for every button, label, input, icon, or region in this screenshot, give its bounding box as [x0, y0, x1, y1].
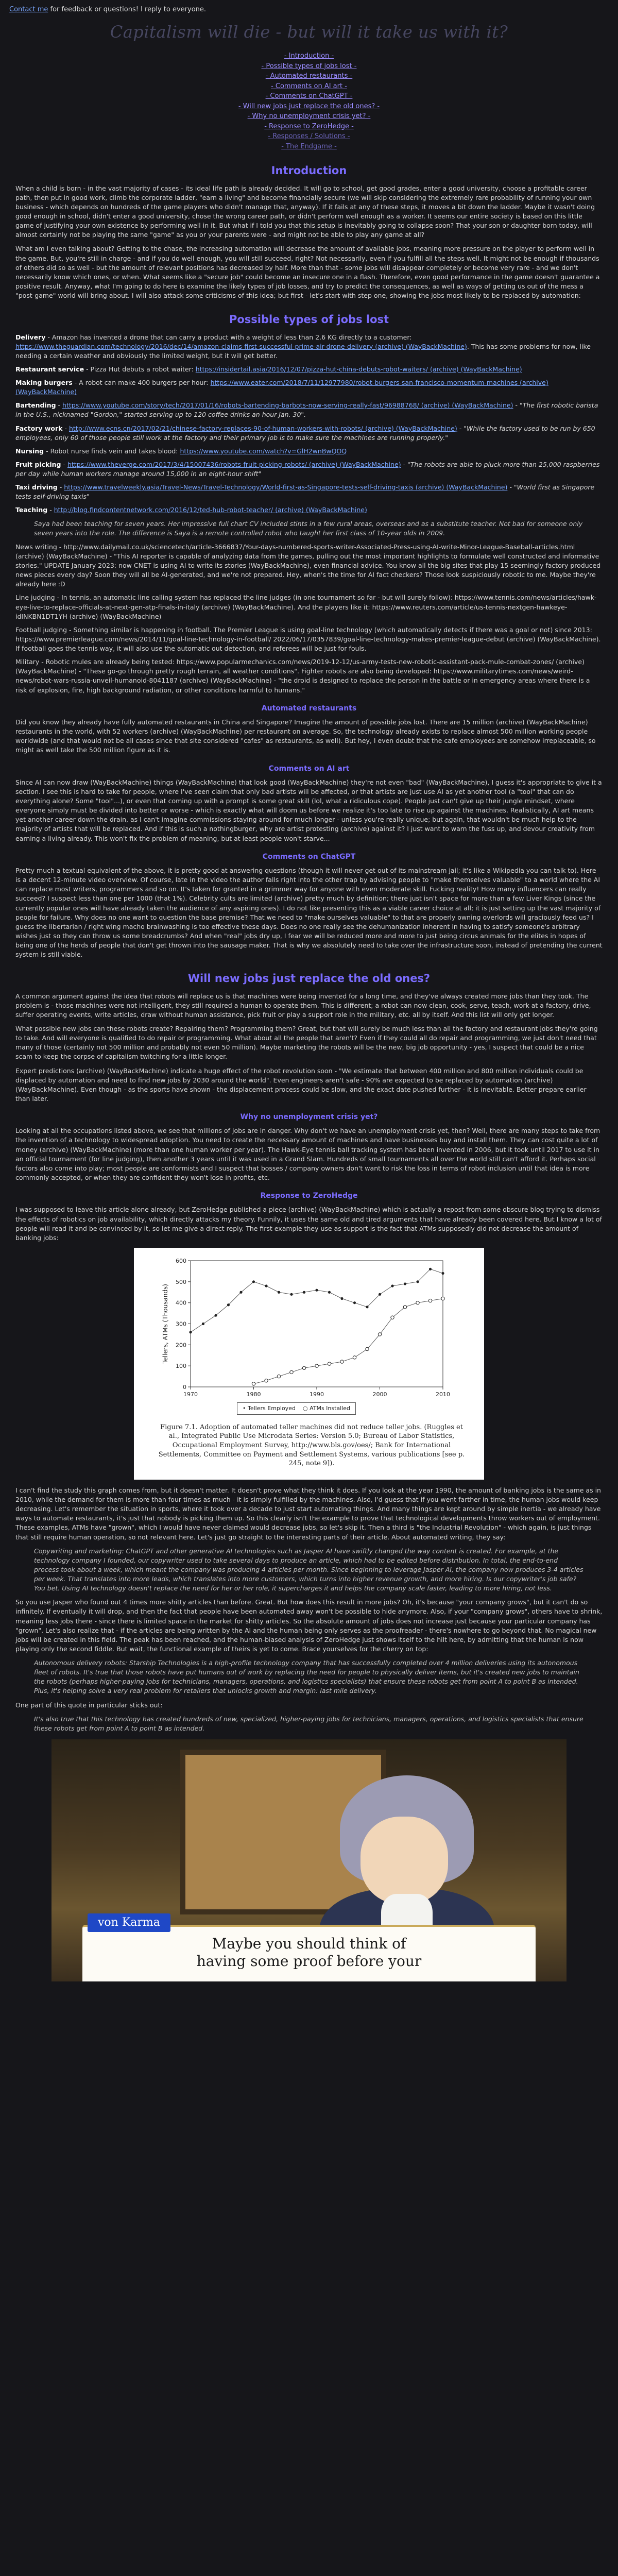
teller-point: [303, 1291, 305, 1294]
teller-point: [353, 1301, 356, 1304]
zerohedge-quote-delivery: Autonomous delivery robots: Starship Technologies is a high-profile technology company that has successfully completed over 4 million deliveries using its autonomous fleet of robots. It's true that those robots have put humans out of work by replacing the need for people to physically deliver items, but it's created new jobs to maintain the robots (perhaps higher-paying jobs for technicians, managers, operations, and logistics specialists) that ensure these robots get from point A to point B as intended. Plus, it's helping solve a very real problem for retailers that unlocks growth and margin: last mile delivery.: [34, 1659, 579, 1695]
zerohedge-paragraph-4: One part of this quote in particular sticks out:: [15, 1701, 163, 1709]
character-face: [360, 1817, 448, 1904]
source-link[interactable]: https://www.travelweekly.asia/Travel-News/Travel-Technology/World-first-as-Singapore-tests-self-driving-taxis (archive) (WayBackMachine): [64, 483, 508, 492]
table-of-contents: [0, 51, 618, 151]
section-heading-new-jobs: Will new jobs just replace the old ones?: [187, 972, 431, 985]
y-tick-label: 600: [176, 1257, 186, 1264]
section-heading-restaurants: Automated restaurants: [261, 704, 357, 713]
speaker-nametag: von Karma: [88, 1913, 170, 1932]
source-link[interactable]: https://www.youtube.com/watch?v=GlH2wnBwQOQ: [180, 447, 347, 455]
toc-zerohedge[interactable]: - Response to ZeroHedge -: [264, 122, 354, 130]
job-item-news: News writing - http://www.dailymail.co.uk/sciencetech/article-3666837/Your-days-numbered-sports-writer-Associated-Press-using-AI-write-Minor-League-Baseball-articles.html (archive) (WayBackMachine) - "This AI reporter is capable of analyzing data from the games, pulling out the most important highlights to formulate well constructed and informative stories." UPDATE January 2023: now CNET is using AI to write its stories (WayBackMachine), even financial advice. You know all the big sites that play 15 seemingly factory produced news pieces every day? Soon they will all be AI-generated, and we're not prepared. Hey, when's the time for AI fact checkers? Those look suspiciously robotic to me. Maybe they're already here :D: [15, 543, 601, 588]
teller-point: [391, 1284, 393, 1287]
x-tick-label: 1980: [246, 1391, 261, 1398]
source-link[interactable]: https://www.eater.com/2018/7/11/12977980/robot-burgers-san-francisco-momentum-machines (archive) (WayBackMachine): [15, 379, 548, 396]
source-link[interactable]: http://blog.findcontentnetwork.com/2016/12/ted-hub-robot-teacher/ (archive) (WayBackMachine): [54, 506, 367, 514]
game-screenshot-meme: [52, 1739, 566, 1981]
toc-ai-art[interactable]: - Comments on AI art -: [271, 82, 347, 90]
y-axis-label: Tellers, ATMs (Thousands): [162, 1283, 169, 1364]
job-item-line-judging: Line judging - In tennis, an automatic line calling system has replaced the line judges (in one tournament so far - but will surely follow): https://www.tennis.com/news/articles/hawk-eye-live-to-replace-officials-at-next-gen-atp-finals-in-italy (archive) (WayBackMachine). And the players like it: https://www.reuters.com/article/us-tennis-nextgen-hawkeye-idINKBN1DT1YH (archive) (WayBackMachine): [15, 594, 597, 620]
legend-tellers: Tellers Employed: [248, 1404, 296, 1412]
atm-point: [353, 1356, 356, 1359]
atm-point: [378, 1333, 381, 1336]
source-link[interactable]: https://www.youtube.com/story/tech/2017/01/16/robots-bartending-barbots-now-serving-really-fast/96988768/ (archive) (WayBackMachine): [62, 401, 513, 410]
toc-endgame[interactable]: - The Endgame -: [281, 142, 337, 150]
dialogue-line-1: Maybe you should think of: [212, 1935, 406, 1952]
teaching-quote: Saya had been teaching for seven years. Her impressive full chart CV included stints in a few rural areas, overseas and as a substitute teacher. Not bad for someone only seven years into the role. The difference is Saya is a remote controlled robot who taught her first class of 10-year olds in 2009.: [34, 519, 583, 537]
series-line-atms: [254, 1298, 443, 1383]
toc-new-jobs[interactable]: - Will new jobs just replace the old ones? -: [238, 102, 380, 110]
y-tick-label: 300: [176, 1320, 186, 1328]
teller-point: [429, 1268, 432, 1270]
chart-legend: [237, 1402, 356, 1415]
job-item-nursing: Nursing - Robot nurse finds vein and takes blood: https://www.youtube.com/watch?v=GlH2wnBwQOQ: [15, 447, 347, 455]
y-tick-label: 400: [176, 1299, 186, 1307]
article-body: [15, 163, 603, 1981]
restaurants-paragraph: Did you know they already have fully automated restaurants in China and Singapore? Imagine the amount of possible jobs lost. There are 15 million (archive) (WayBackMachine) restaurants in the world, with 52 workers (archive) (WayBackMachine) per restaurant on average. So, the technology already exists to replace almost 500 million working people worldwide (and that would not be all cases since that site considered "cafes" as restaurants, as well). But hey, I even doubt that the cafe employees are somehow irreplaceable, so might as well take the 500 million figure as it is.: [15, 718, 596, 754]
atm-point: [391, 1316, 394, 1319]
legend-marker-atms: ○: [302, 1404, 308, 1412]
section-heading-ai-art: Comments on AI art: [268, 764, 350, 773]
dialogue-line-2: having some proof before your: [196, 1952, 422, 1970]
section-heading-chatgpt: Comments on ChatGPT: [262, 852, 356, 861]
zerohedge-paragraph-1: I was supposed to leave this article alone already, but ZeroHedge published a piece (archive) (WayBackMachine) which is actually a repost from some obscure blog trying to dismiss the effects of robotics on job availability, which directly attacks my theory. Funnily, it uses the same old and tired arguments that have already been covered here. But I know a lot of people will read it and be convinced by it, so let me give a direct reply. The first example they use as support is the fact that ATMs supposedly did not decrease the amount of banking jobs:: [15, 1206, 602, 1242]
atm-point: [416, 1301, 419, 1304]
job-item-military: Military - Robotic mules are already being tested: https://www.popularmechanics.com/news/2019-12-12/us-army-tests-new-robotic-assistant-pack-mule-combat-zones/ (archive) (WayBackMachine) - "These go-go through pretty rough terrain, all weather conditions". Fighter robots are also being developed: https://www.militarytimes.com/news/weird-news/robot-wars-russia-unveil-humanoid-8041187 (archive) (WayBackMachine) - "the droid is designed to replace the person in the battle or in emergency areas where there is a risk of explosion, fire, high background radiation, or other conditions harmful to humans.": [15, 658, 590, 694]
new-jobs-paragraph-1: A common argument against the idea that robots will replace us is that machines were being invented for a long time, and they've always created more jobs than they took. The problem is - those machines were not intelligent, they still required a human to operate them. This is different; a robot can now clean, cook, serve, teach, work at a factory, drive, suffer operating events, write articles, draw without human assistance, pick fruit or play a support role in the military, etc. all by itself. And this list will only get longer.: [15, 992, 591, 1019]
toc-job-types[interactable]: - Possible types of jobs lost -: [261, 62, 357, 70]
new-jobs-paragraph-2: What possible new jobs can these robots create? Repairing them? Programming them? Great, but that will surely be much less than all the factory and restaurant jobs they're going to take. And will everyone is qualified to do repair or programming. What about all the people that aren't? Even if they could all do repair and programming, we just don't need that many of those (certainly not 500 million and probably not even 50 million). Maybe marketing the robots will be the new, big job opportunity - yes, I suspect that could be a nice scam to keep the corpse of capitalism twitching for a little longer.: [15, 1025, 598, 1061]
atm-point: [328, 1362, 331, 1365]
atm-teller-figure: [134, 1248, 484, 1480]
teller-point: [340, 1297, 343, 1300]
x-tick-label: 2010: [436, 1391, 450, 1398]
atm-point: [428, 1299, 432, 1302]
toc-no-crisis[interactable]: - Why no unemployment crisis yet? -: [247, 112, 371, 121]
teller-point: [227, 1303, 230, 1306]
chatgpt-paragraph: Pretty much a textual equivalent of the above, it is pretty good at answering questions (though it will never get out of its mainstream jail; it's like a Wikipedia you can talk to). Here is a decent 12-minute video overview. Of course, late in the video the author falls right into the other trap by advising people to "make themselves valuable" to a world where the AI can replace most writers, programmers and so on. It's taken for granted in a grimmer way for anyone with even moderate skill. Fucking reality! How many influencers can really succeed? I suspect less than one per 1000 (that 1%). Celebrity cults are limited (archive) pretty much by definition; there just isn't space for more than a few Liver Kings (since the currently popular ones will have already taken the audience of any aspiring ones). I do not like presenting this as a viable career choice at all; it is just setting up the vast majority of people for failure. Why does no one want to question the base premise? That we need to "make ourselves valuable" to that are properly owning overlords will graciously feed us? I guess the libertarian / right wing macho brainwashing is too effective these days. Does no one really see the dehumanization inherent in having to satisfy someone's arbitrary wishes just so they can throw us some breadcrumbs? And when "real" jobs dry up, I fear we will be reduced more and more to just being circus animals for the elites in hopes of being one of the herds of people that don't get thrown into the sausage maker. That is why we absolutely need to take over the infrastructure soon, instead of pretending the current system is still viable.: [15, 867, 603, 959]
atm-point: [302, 1366, 305, 1369]
atm-point: [403, 1306, 406, 1309]
teller-point: [252, 1280, 255, 1283]
new-jobs-paragraph-3: Expert predictions (archive) (WayBackMachine) indicate a huge effect of the robot revolution soon - "We estimate that between 400 million and 800 million individuals could be displaced by automation and need to find new jobs by 2030 around the world". Even engineers aren't safe - 90% are expected to be replaced by automation (archive) (WayBackMachine). Even though - as the sports have shown - the displacement process could be slow, and the exact date pushed further - it is inevitable. Better prepare earlier than later.: [15, 1066, 587, 1103]
zerohedge-paragraph-3: So you use Jasper who found out 4 times more shitty articles than before. Great. But how does this result in more jobs? Oh, it's because "your company grows", but it can't do so infinitely. If eventually it will drop, and then the fact that people have been automated away won't be possible to hide anymore. Also, if your "company grows", others have to shrink, meaning less jobs there - since there is limited space in the market for shitty articles. So the absolute amount of jobs does not increase just because your particular company has "grown". Let's also realize that - if the articles are being written by the AI and the human being only serves as the proofreader - there's nowhere to go beyond that. No magical new jobs will be created in this field. The peak has been reached, and the human-biased analysis of ZeroHedge just shows itself to the hilt here, by admitting that the human is now playing only the second fiddle. But wait, the functional example of theirs is yet to come. Brace yourselves for the cherry on top:: [15, 1598, 603, 1653]
x-tick-label: 2000: [372, 1391, 387, 1398]
atm-point: [366, 1347, 369, 1350]
atm-point: [252, 1382, 255, 1385]
teller-point: [328, 1291, 331, 1294]
source-link[interactable]: http://www.ecns.cn/2017/02/21/chinese-factory-replaces-90-of-human-workers-with-robots/ (archive) (WayBackMachine): [68, 424, 457, 432]
zerohedge-quote-copywriting: Copywriting and marketing: ChatGPT and other generative AI technologies such as Jasper AI have swiftly changed the way content is created. For example, at the technology company I founded, our copywriter used to take several days to produce an article, which had to be edited before distribution. In total, the end-to-end process took about a week, which meant the company was producing 4 articles per month. Since beginning to leverage Jasper AI, the company now produces 3-4 articles per week. That translates into more leads, which translates into more customers, which turns into higher revenue growth, and more hiring. Is our copywriter's job safe? You bet. Using AI technology doesn't replace the need for her or her role, it supercharges it and helps the company scale faster, leading to more hiring, not less.: [34, 1547, 583, 1592]
teller-point: [239, 1291, 242, 1294]
atm-teller-chart: [134, 1248, 484, 1418]
page-title: Capitalism will die - but will it take us with it?: [110, 22, 508, 42]
teller-point: [315, 1289, 318, 1291]
teller-point: [278, 1291, 280, 1294]
teller-point: [441, 1272, 444, 1275]
source-link[interactable]: https://insidertail.asia/2016/12/07/pizza-hut-china-debuts-robot-waiters/ (archive) (WayBackMachine): [195, 365, 522, 373]
job-item-taxi: Taxi driving - https://www.travelweekly.asia/Travel-News/Travel-Technology/World-first-as-Singapore-tests-self-driving-taxis (archive) (WayBackMachine) - "World first as Singapore tests self-driving taxis": [15, 483, 595, 501]
feedback-bar: [0, 0, 618, 15]
legend-atms: ATMs Installed: [310, 1404, 351, 1412]
source-link[interactable]: https://www.theguardian.com/technology/2016/dec/14/amazon-claims-first-successful-prime-air-drone-delivery (archive) (WayBackMachine): [15, 342, 467, 350]
x-tick-label: 1970: [183, 1391, 198, 1398]
atm-point: [315, 1364, 318, 1367]
atm-point: [290, 1370, 293, 1374]
atm-point: [265, 1379, 268, 1382]
zerohedge-paragraph-2: I can't find the study this graph comes from, but it doesn't matter. It doesn't prove what they think it does. If you look at the year 1990, the amount of banking jobs is the same as in 2010, while the demand for them is more than four times as much - it is simply fulfilled by the machines. Also, I'd guess that if you went farther in time, the human jobs would keep decreasing. Let's remember the situation in sports, where it took over a decade to just start automating things. And many things are kept around by simple inertia - we already have ways to automate restaurants, it's just that nobody is picking them up. So this clearly isn't the example to prove that technological developments throw workers out of employment. These examples, ATMs have "grown", which I would have never claimed would decrease jobs, so let's skip it. Then a third is "the Industrial Revolution" - which again, is just things that still require human operation, so not relevant here. Let's just go straight to the interesting parts of their article. About automated writing, they say:: [15, 1486, 601, 1541]
teller-point: [214, 1314, 217, 1316]
job-item-burgers: Making burgers - A robot can make 400 burgers per hour: https://www.eater.com/2018/7/11/12977980/robot-burgers-san-francisco-momentum-machines (archive) (WayBackMachine): [15, 379, 548, 396]
intro-paragraph-1: When a child is born - in the vast majority of cases - its ideal life path is already decided. It will go to school, get good grades, enter a good university, choose a profitable career path, then put in good work, climb the corporate ladder, "earn a living" and become financially secure (we will skip considering the extremely rare probability of running your own business - which depends on hundreds of the game players who didn't manage that, anyway). If it fails at any of these steps, it moves a bit down the ladder. Maybe it wasn't doing good enough in school, didn't enter a good university, chose the wrong career path, or didn't perform well enough as a worker. It seems our entire society is based on this little game of justifying your own existence by performing well in it. But what if I told you that this setup is inevitably going to collapse soon? That your son or daughter born today, will almost certainly not be playing the same "game" as you or your parents were - and might not be able to play any game at all?: [15, 184, 595, 239]
job-item-restaurant-service: Restaurant service - Pizza Hut debuts a robot waiter: https://insidertail.asia/2016/12/07/pizza-hut-china-debuts-robot-waiters/ (archive) (WayBackMachine): [15, 365, 522, 373]
contact-text: for feedback or questions! I reply to everyone.: [48, 6, 207, 13]
section-heading-job-types: Possible types of jobs lost: [229, 313, 389, 326]
y-tick-label: 0: [183, 1383, 186, 1391]
no-crisis-paragraph: Looking at all the occupations listed above, we see that millions of jobs are in danger. Why don't we have an unemployment crisis yet, then? Well, there are many steps to take from the invention of a technology to widespread adoption. You need to create the necessary amount of machines and have businesses buy and install them. They can cost quite a lot of money (archive) (WayBackMachine) (more than one human worker per year). The Hawk-Eye tennis ball tracking system has been invented in 2006, but it took until 2017 to use it in an official tournament (for line judging), then another 3 years until it was used in a Grand Slam. Hundreds of small tournaments all over the world still can't afford it. Perhaps social factors also come into play; most people are conformists and I suspect that bosses / company owners don't want to risk the loss in terms of robot inclusion until that idea is more commonly accepted, or when they are confident they won't lose in profits, etc.: [15, 1127, 600, 1181]
toc-introduction[interactable]: - Introduction -: [284, 52, 334, 60]
teller-point: [416, 1280, 419, 1283]
plot-frame: [191, 1261, 443, 1387]
dialogue-text: [52, 1935, 566, 1970]
y-tick-label: 200: [176, 1342, 186, 1349]
teller-point: [366, 1306, 368, 1308]
ai-art-paragraph: Since AI can now draw (WayBackMachine) things (WayBackMachine) that look good (WayBackMachine) they're not even "bad" (WayBackMachine), I guess it's appropriate to give it a section. I see this is hard to take for people, where I've seen claim that only bad artists will be affected, or that artists are just use AI as yet another tool (a "tool" that can do everything alone? Some "tool"...), or even that coming up with a prompt is some great skill (lol, what a ridiculous cope). People just can't give up their jungle mindset, where everyone simply must be divided into better or worse - which is exactly what will doom us before we realize it's too late to rise up against the machines. Realistically, AI art means yet another career down the drain, as I can't imagine commissions staying around for much longer - unless you're really unique; but again, that wouldn't be much help to the majority of artists that will be replaced. And if this is such a nothingburger, why are artist protesting (archive) against it? I just want to warn the fuss up, and devour creativity from earning a living already. This won't fix the problem of meaning, but at least people won't starve...: [15, 778, 602, 842]
contact-link[interactable]: Contact me: [9, 6, 48, 13]
section-heading-zerohedge: Response to ZeroHedge: [260, 1192, 358, 1200]
y-tick-label: 100: [176, 1363, 186, 1370]
teller-point: [189, 1331, 192, 1333]
job-item-factory: Factory work - http://www.ecns.cn/2017/02/21/chinese-factory-replaces-90-of-human-workers-with-robots/ (archive) (WayBackMachine) - "While the factory used to be run by 650 employees, only 60 of those people still work at the factory and their primary job is to make sure the machines are running properly.": [15, 424, 595, 442]
job-item-football: Football judging - Something similar is happening in football. The Premier League is using goal-line technology (which automatically detects if there was a goal or not) since 2013: https://www.premierleague.com/news/2014/11/goal-line-technology-in-football/ 2022/06/17/0357839/goal-line-technology-makes-premier-league-debut (archive) (WayBackMachine). If football goes the tennis way, it will also use the automatic out detection, and referees will be just for fouls.: [15, 625, 601, 653]
toc-solutions[interactable]: - Responses / Solutions -: [268, 132, 350, 141]
legend-marker-tellers: •: [243, 1404, 246, 1412]
teller-point: [379, 1293, 381, 1296]
job-item-fruit-picking: Fruit picking - https://www.theverge.com/2017/3/4/15007436/robots-fruit-picking-robots/ (archive) (WayBackMachine) - "The robots are able to pluck more than 25,000 raspberries per day while human workers manage around 15,000 in an eight-hour shift": [15, 460, 600, 478]
x-tick-label: 1990: [310, 1391, 324, 1398]
teller-point: [290, 1293, 293, 1296]
source-link[interactable]: https://www.theverge.com/2017/3/4/15007436/robots-fruit-picking-robots/ (archive) (WayBackMachine): [67, 460, 401, 468]
teller-point: [404, 1282, 406, 1285]
section-heading-no-crisis: Why no unemployment crisis yet?: [240, 1113, 378, 1122]
job-item-delivery: Delivery - Amazon has invented a drone that can carry a product with a weight of less than 2.6 KG directly to a customer: https://www.theguardian.com/technology/2016/dec/14/amazon-claims-first-successful-prime-air-drone-delivery (archive) (WayBackMachine). This has some problems for now, like needing a certain weather and obviously the limited weight, but it will get better.: [15, 333, 591, 360]
atm-point: [441, 1297, 444, 1300]
toc-automated-restaurants[interactable]: - Automated restaurants -: [265, 72, 353, 80]
series-line-tellers: [191, 1269, 443, 1332]
toc-chatgpt[interactable]: - Comments on ChatGPT -: [265, 92, 353, 100]
job-item-teaching: Teaching - http://blog.findcontentnetwork.com/2016/12/ted-hub-robot-teacher/ (archive) (WayBackMachine): [15, 506, 367, 514]
teller-point: [265, 1284, 267, 1287]
teller-point: [202, 1323, 204, 1325]
figure-caption: Figure 7.1. Adoption of automated teller machines did not reduce teller jobs. (Ruggles et al., Integrated Public Use Microdata Series: Version 5.0; Bureau of Labor Statistics, Occupational Employment Survey, http://www.bls.gov/oes/; Bank for International Settlements, Committee on Payment and Settlement Systems, various publications [see p. 245, note 9]).: [158, 1423, 465, 1468]
section-heading-introduction: Introduction: [271, 164, 347, 177]
job-item-bartending: Bartending - https://www.youtube.com/story/tech/2017/01/16/robots-bartending-barbots-now-serving-really-fast/96988768/ (archive) (WayBackMachine) - "The first robotic barista in the U.S., nicknamed "Gordon," started serving up to 120 coffee drinks an hour Jan. 30".: [15, 401, 598, 419]
atm-point: [340, 1360, 344, 1363]
y-tick-label: 500: [176, 1278, 186, 1285]
zerohedge-quote-jobs: It's also true that this technology has created hundreds of new, specialized, higher-paying jobs for technicians, managers, operations, and logistics specialists that ensure these robots get from point A to point B as intended.: [34, 1715, 583, 1732]
intro-paragraph-2: What am I even talking about? Getting to the chase, the increasing automation will decrease the amount of available jobs, meaning more pressure on the player to perform well in the game. But, you're still in charge - and if you do well enough, you will still succeed, right? Not necessarily, even if you fulfill all the steps well. It might not be enough if thousands of others did so as well - but the amount of relevant positions has decreased by half. More than that - some jobs will disappear completely or become very rare - and we don't necessarily know which ones, or when. What seems like a "secure job" could become an insecure one in a flash. Therefore, even good performance in the game doesn't guarantee a positive result. Anyway, what I'm going to do here is examine the likely types of job losses, and try to predict the consequences, as well as ways of getting us out of the mess a "post-game" world will bring about. I will also attack some criticisms of this idea; but first - let's start with step one, showing the jobs most likely to be replaced by automation:: [15, 245, 600, 300]
atm-point: [277, 1375, 280, 1378]
